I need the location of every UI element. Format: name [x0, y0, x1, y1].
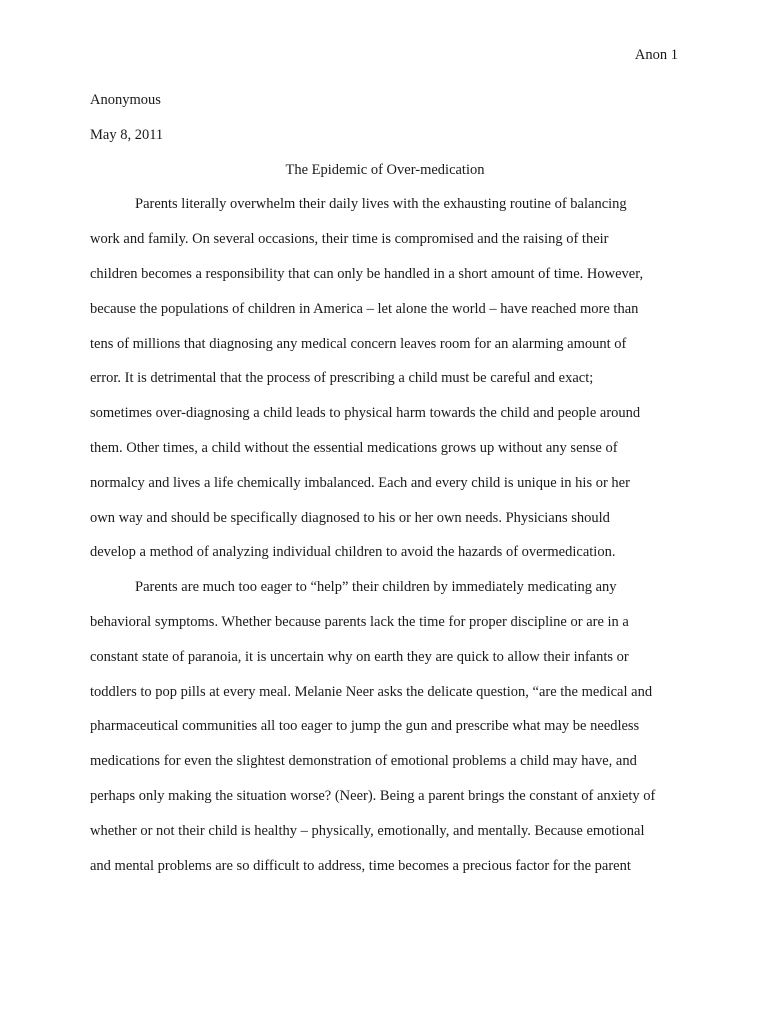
essay-date: May 8, 2011 [90, 126, 164, 143]
text-line: and mental problems are so difficult to address, time becomes a precious factor for the parent [90, 857, 631, 874]
text-line: own way and should be specifically diagnosed to his or her own needs. Physicians should [90, 509, 610, 526]
text-line: pharmaceutical communities all too eager to jump the gun and prescribe what may be needless [90, 718, 640, 735]
author-name: Anonymous [90, 92, 161, 108]
text-line: Parents are much too eager to “help” their children by immediately medicating any [135, 579, 617, 596]
essay-body [90, 89, 680, 889]
text-line: Parents literally overwhelm their daily lives with the exhausting routine of balancing [135, 196, 627, 213]
text-line: perhaps only making the situation worse? (Neer). Being a parent brings the constant of anxiety of [90, 787, 656, 804]
text-line: develop a method of analyzing individual children to avoid the hazards of overmedication. [90, 544, 616, 561]
paragraph-1 [90, 193, 680, 576]
essay-title: The Epidemic of Over-medication [285, 161, 485, 178]
text-line: whether or not their child is healthy – physically, emotionally, and mentally. Because emotional [90, 822, 645, 839]
text-line: error. It is detrimental that the process of prescribing a child must be careful and exact; [90, 370, 594, 387]
text-line: them. Other times, a child without the essential medications grows up without any sense of [90, 439, 618, 456]
text-line: because the populations of children in America – let alone the world – have reached more than [90, 300, 639, 317]
text-line: toddlers to pop pills at every meal. Melanie Neer asks the delicate question, “are the medical and [90, 683, 653, 700]
text-line: tens of millions that diagnosing any medical concern leaves room for an alarming amount of [90, 335, 627, 352]
text-line: normalcy and lives a life chemically imbalanced. Each and every child is unique in his or her [90, 474, 630, 491]
running-head: Anon 1 [634, 47, 678, 63]
text-line: medications for even the slightest demonstration of emotional problems a child may have, and [90, 753, 637, 770]
text-line: children becomes a responsibility that can only be handled in a short amount of time. However, [90, 265, 644, 282]
paragraph-2 [90, 576, 680, 889]
text-line: constant state of paranoia, it is uncertain why on earth they are quick to allow their infants or [90, 648, 629, 665]
text-line: work and family. On several occasions, their time is compromised and the raising of their [90, 231, 609, 248]
text-line: sometimes over-diagnosing a child leads to physical harm towards the child and people around [90, 405, 641, 422]
text-line: behavioral symptoms. Whether because parents lack the time for proper discipline or are in a [90, 613, 629, 630]
